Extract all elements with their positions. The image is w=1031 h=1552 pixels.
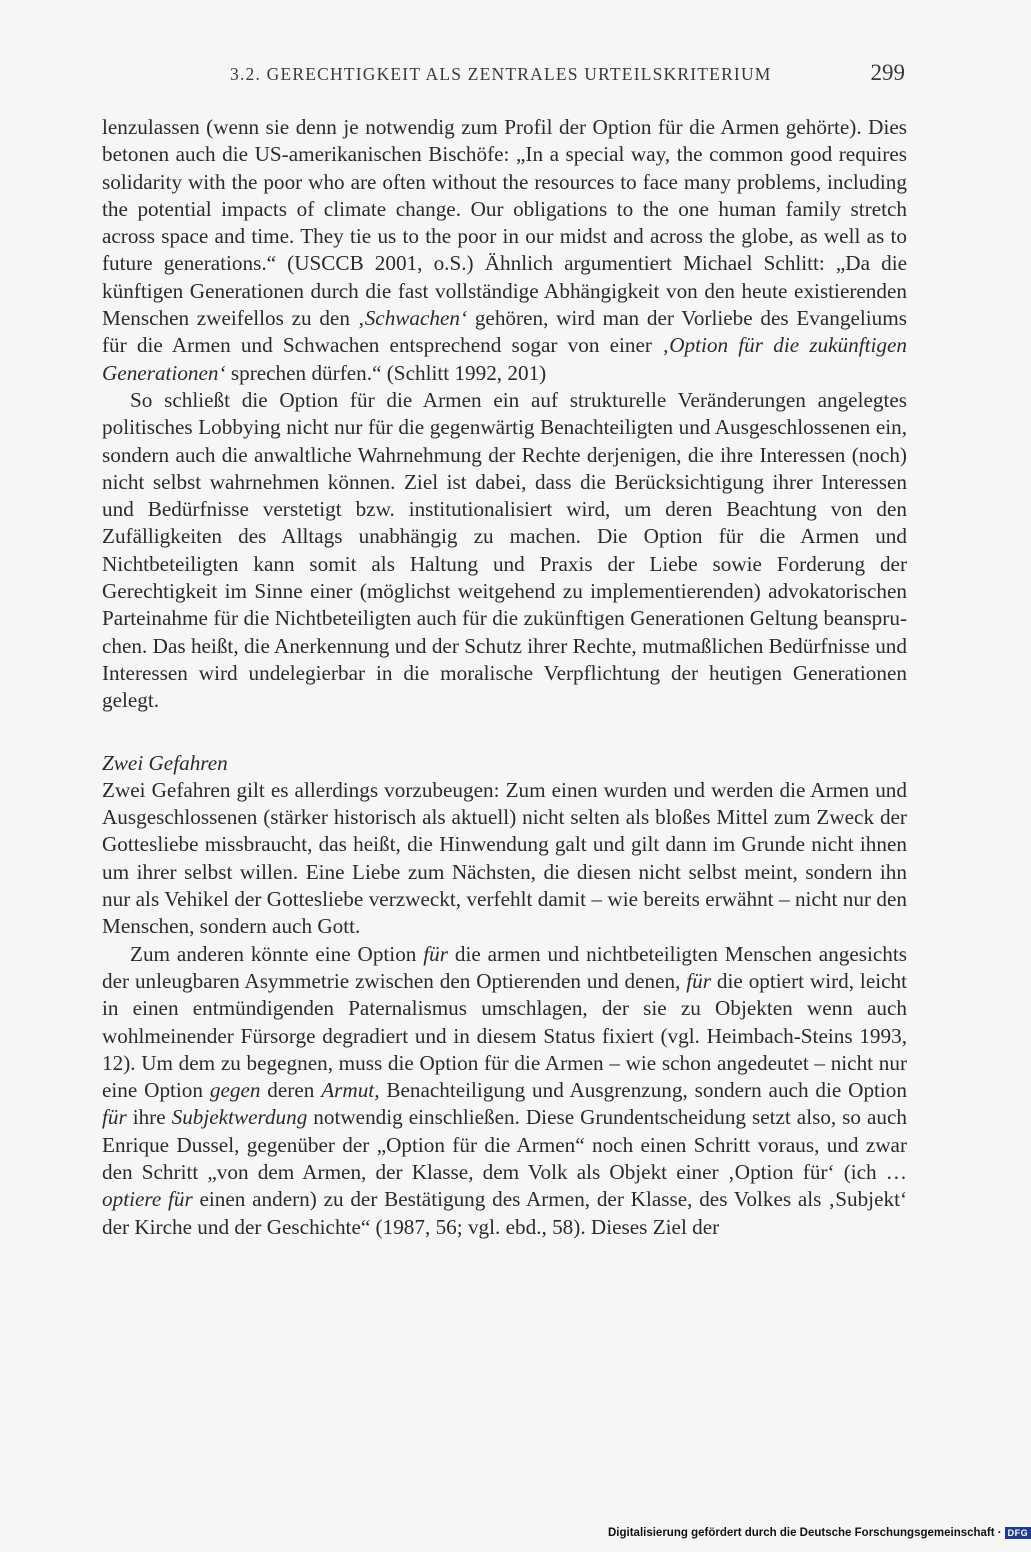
italic-run: für (102, 1105, 127, 1130)
paragraph-2: So schließt die Option für die Armen ein auf strukturelle Veränderungen angelegtes politisches Lobbying nicht nur für die gegenwärtig Benachteiligten und Ausgeschlossenen ein, sondern auch die anwaltliche Wahrnehmung der Rechte derjenigen, die ihre Interessen (noch) nicht selbst wahrnehmen können. Ziel ist dabei, dass die Berücksichtigung ihrer Interessen und Bedürfnisse verstetigt bzw. institutionalisiert wird, um deren Beachtung von den Zufälligkeiten des Alltags unabhängig zu machen. Die Option für die Armen und Nichtbeteiligten kann somit als Haltung und Praxis der Liebe sowie Forderung der Gerechtigkeit im Sinne einer (möglichst weitgehend zu implementierenden) advokatorischen Parteinahme für die Nichtbeteiligten auch für die zukünftigen Generationen Geltung beanspruchen. Das heißt, die Anerkennung und der Schutz ihrer Rechte, mutmaßlichen Bedürfnisse und Interessen wird undelegierbar in die moralische Verpflichtung der heutigen Generationen gelegt. (102, 387, 907, 713)
italic-run: ‚Option für die zukünftigen Generationen‘ (102, 333, 907, 385)
paragraph-1 (102, 114, 907, 387)
text-run: einen andern) zu der Bestätigung des Armen, der Klasse, des Volkes als ‚Subjekt‘ der Kirche und der Geschichte“ (1987, 56; vgl. ebd., 58). Dieses Ziel der (102, 1187, 908, 1239)
section-heading: Zwei Gefahren (102, 750, 228, 775)
italic-run: optiere für (102, 1187, 193, 1212)
dfg-logo: DFG (1005, 1527, 1031, 1539)
text-run: die armen und nichtbeteiligten Menschen angesichts der unleugbaren Asymmetrie zwischen den Optierenden und denen, (102, 941, 907, 993)
text-run: lenzulassen (wenn sie denn je notwendig zum Profil der Option für die Armen gehörte). Dies betonen auch die US-amerikanischen Bischöfe: „In a special way, the common good requires solidarity with the poor who are often without the resources to face many problems, including the potential impacts of climate change. Our obligations to the one human family stretch across space and time. They tie us to the poor in our midst and across the globe, as well as to future generations.“ (USCCB 2001, o.S.) Ähnlich argumentiert Michael Schlitt: „Da die künftigen Generationen durch die fast vollständige Abhängigkeit von den heute existierenden Menschen zweifellos zu den (102, 115, 907, 331)
italic-run: ‚Schwachen‘ (357, 306, 468, 331)
italic-run: für (423, 941, 448, 966)
italic-run: gegen (209, 1078, 261, 1103)
italic-run: Subjektwerdung (171, 1105, 308, 1130)
text-run: notwendig einschließen. Diese Grundentscheidung setzt also, so auch Enrique Dussel, gegenüber der „Option für die Armen“ noch einen Schritt voraus, und zwar den Schritt „von dem Armen, der Klasse, dem Volk als Objekt einer ‚Option für‘ (ich … (102, 1105, 907, 1184)
text-run: sprechen dürfen.“ (Schlitt 1992, 201) (225, 360, 547, 385)
page-number: 299 (870, 60, 905, 85)
text-run: ihre (126, 1105, 172, 1130)
digitization-footer (608, 1527, 1031, 1539)
paragraph-4 (102, 941, 907, 1241)
text-run: Benachteiligung und Ausgrenzung, sondern auch die Option (379, 1078, 907, 1103)
running-head (102, 62, 905, 90)
paragraph-3: Zwei Gefahren gilt es allerdings vorzubeugen: Zum einen wurden und werden die Armen und Ausgeschlossenen (stärker historisch als aktuell) nicht selten als bloßes Mittel zum Zweck der Gottesliebe missbraucht, das heißt, die Hinwendung galt und gilt dann im Grunde nicht ihnen um ihrer selbst willen. Eine Liebe zum Nächsten, die diesen nicht selbst meint, sondern ihn nur als Vehikel der Gottesliebe verzweckt, verfehlt damit – wie bereits erwähnt – nicht nur den Menschen, sondern auch Gott. (102, 777, 907, 939)
text-run: die optiert wird, leicht in einen entmündigenden Paternalismus umschlagen, der sie zu Objekten wenn auch wohlmeinender Fürsorge degradiert und in diesem Status fixiert (vgl. Heimbach-Steins 1993, 12). Um dem zu begegnen, muss die Option für die Armen – wie schon angedeutet – nicht nur eine Option (102, 968, 907, 1103)
italic-run: Armut, (321, 1078, 380, 1103)
footer-text: Digitalisierung gefördert durch die Deutsche Forschungsgemeinschaft · (608, 1527, 1002, 1540)
text-run: deren (260, 1078, 322, 1103)
running-head-title: 3.2. GERECHTIGKEIT ALS ZENTRALES URTEILSKRITERIUM (230, 64, 772, 84)
body-text (102, 114, 907, 1241)
italic-run: für (686, 968, 712, 993)
text-run: gehören, wird man der Vorliebe des Evangeliums für die Armen und Schwachen entsprechend sogar von einer (102, 306, 907, 358)
text-run: Zum anderen könnte eine Option (130, 941, 424, 966)
